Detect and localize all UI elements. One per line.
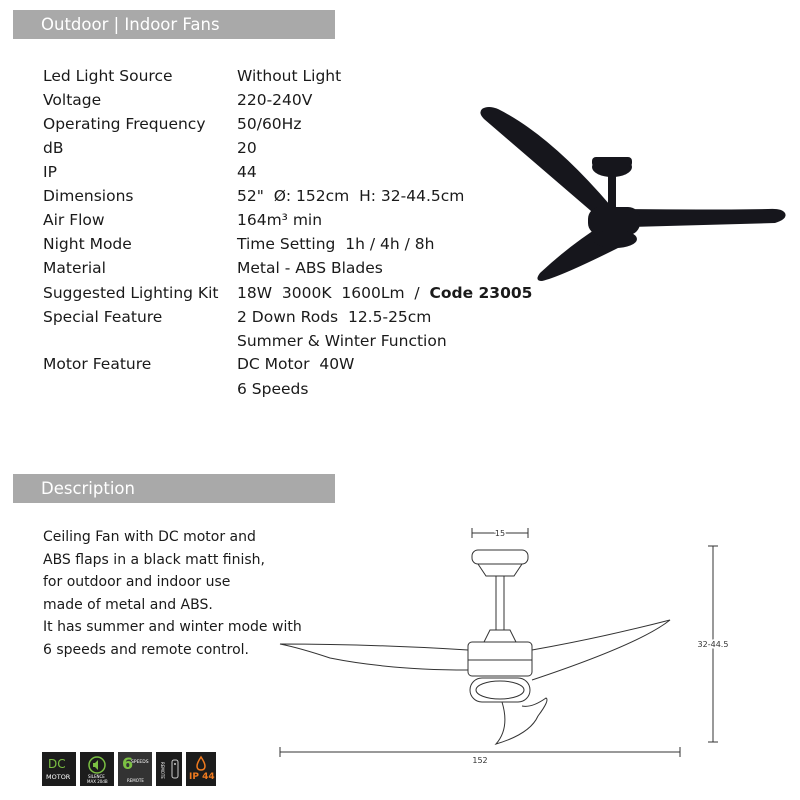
description-text xyxy=(43,526,302,661)
badge-text: MAX 20dB xyxy=(87,779,108,784)
spec-label: dB xyxy=(43,139,64,157)
section-title: Outdoor | Indoor Fans xyxy=(41,15,220,34)
spec-value: Without Light xyxy=(237,67,342,85)
badge-text: REMOTE xyxy=(160,762,165,779)
dimension-label-top: 15 xyxy=(494,529,506,538)
badge-text: MOTOR xyxy=(46,773,71,781)
spec-value: 44 xyxy=(237,163,257,181)
lighting-kit-spec: 18W 3000K 1600Lm / xyxy=(237,284,430,302)
description-line: Ceiling Fan with DC motor and xyxy=(43,529,256,545)
section-title: Description xyxy=(41,479,135,498)
spec-label: Dimensions xyxy=(43,187,134,205)
spec-label: Material xyxy=(43,259,106,277)
description-line: for outdoor and indoor use xyxy=(43,574,231,590)
dc-motor-badge xyxy=(42,752,76,786)
badge-text: REMOTE xyxy=(127,778,144,783)
spec-label: Night Mode xyxy=(43,235,132,253)
spec-value: Summer & Winter Function xyxy=(237,332,447,350)
description-line: made of metal and ABS. xyxy=(43,596,213,613)
spec-label: Special Feature xyxy=(43,308,163,326)
spec-label: Air Flow xyxy=(43,211,105,229)
fan-product-image xyxy=(470,95,792,290)
spec-value: DC Motor 40W xyxy=(237,355,355,373)
section-header-description xyxy=(13,474,335,503)
spec-value: 52" Ø: 152cm H: 32-44.5cm xyxy=(237,187,465,205)
spec-value: Metal - ABS Blades xyxy=(237,259,383,277)
speeds-badge xyxy=(118,752,152,786)
description-line: 6 speeds and remote control. xyxy=(43,641,249,658)
badge-text: DC xyxy=(48,757,66,771)
badge-text: 6 xyxy=(122,754,134,773)
spec-value: 6 Speeds xyxy=(237,380,309,398)
dimension-label-height: 32-44.5 xyxy=(697,640,729,649)
spec-value: 2 Down Rods 12.5-25cm xyxy=(237,308,432,326)
spec-value: 50/60Hz xyxy=(237,115,302,133)
drawing-blade xyxy=(280,644,468,670)
spec-value: 20 xyxy=(237,139,257,157)
description-line: ABS flaps in a black matt finish, xyxy=(43,551,265,568)
drawing-canopy xyxy=(472,550,528,564)
spec-label: Suggested Lighting Kit xyxy=(43,284,219,302)
spec-value: Time Setting 1h / 4h / 8h xyxy=(237,235,435,253)
drawing-motor xyxy=(468,642,532,676)
section-header-specs xyxy=(13,10,335,39)
spec-label: Motor Feature xyxy=(43,355,152,373)
badge-text: SILENCE xyxy=(88,774,105,779)
spec-label: Operating Frequency xyxy=(43,115,206,133)
remote-badge xyxy=(156,752,182,786)
spec-label: Led Light Source xyxy=(43,67,173,85)
silent-badge xyxy=(80,752,114,786)
description-line: It has summer and winter mode with xyxy=(43,619,302,635)
technical-drawing xyxy=(270,520,740,770)
spec-value: 164m³ min xyxy=(237,211,323,229)
spec-label: IP xyxy=(43,163,57,181)
dimension-label-width: 152 xyxy=(472,756,488,765)
lighting-kit-code: Code 23005 xyxy=(429,284,533,302)
ip44-badge xyxy=(186,752,216,786)
spec-label: Voltage xyxy=(43,91,102,109)
badge-text: IP 44 xyxy=(189,772,215,782)
badge-text: SPEEDS xyxy=(131,760,149,765)
spec-value: 220-240V xyxy=(237,91,313,109)
